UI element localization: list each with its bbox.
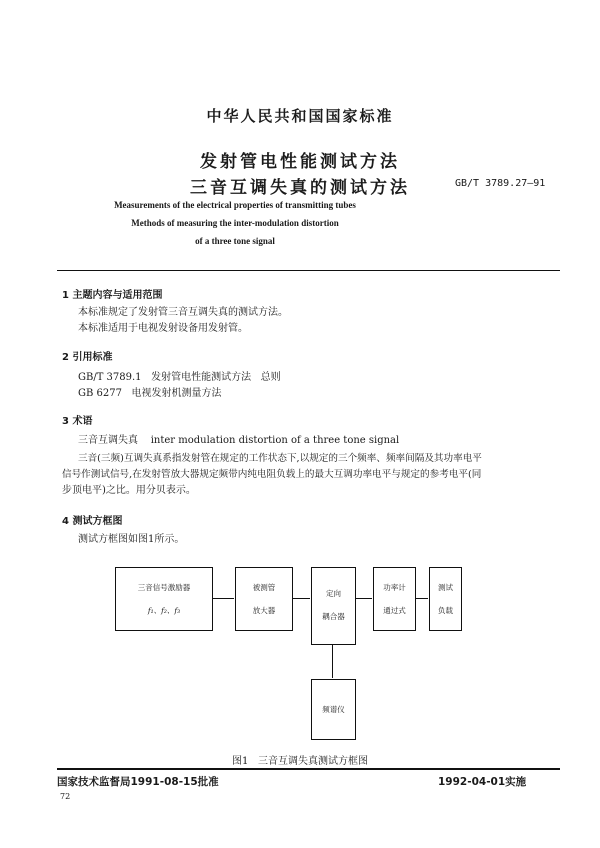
figure-caption: 图1 三音互调失真测试方框图 (232, 756, 368, 767)
national-standard-title: 中华人民共和国国家标准 (206, 107, 394, 125)
dut-label-line2: 放大器 (252, 606, 276, 615)
page-number: 72 (60, 792, 71, 801)
section-4-heading: 4 测试方框图 (62, 516, 123, 527)
directional-coupler-box (311, 567, 356, 645)
standard-code: GB/T 3789.27—91 (455, 178, 546, 189)
power-meter-box (373, 567, 416, 631)
coupler-label-line1: 定向 (326, 589, 341, 598)
connector-coupler-spectrum (332, 645, 333, 678)
section-1-paragraph-1: 本标准规定了发射管三音互调失真的测试方法。 (78, 307, 288, 318)
connector-coupler-power (356, 598, 372, 599)
english-title-line2: Methods of measuring the inter-modulation distortion (131, 218, 339, 228)
spectrum-label: 频谱仪 (322, 705, 345, 714)
power-label-line1: 功率计 (383, 583, 406, 592)
section-2-heading: 2 引用标准 (62, 352, 113, 363)
connector-power-load (416, 598, 428, 599)
section-3-definition-line3: 步顶电平)之比。用分贝表示。 (62, 485, 196, 496)
load-label-line2: 负载 (438, 606, 453, 615)
connector-gen-dut (213, 598, 234, 599)
connector-dut-coupler (293, 598, 310, 599)
section-2-reference-1: GB/T 3789.1 发射管电性能测试方法 总则 (78, 372, 281, 383)
spectrum-analyzer-box (311, 679, 356, 740)
test-load-box (429, 567, 462, 631)
approval-note: 国家技术监督局1991-08-15批准 (57, 776, 219, 788)
english-title-line1: Measurements of the electrical properties of transmitting tubes (114, 200, 356, 210)
generator-frequencies: f₁、f₂、f₃ (147, 606, 181, 615)
document-title-line1: 发射管电性能测试方法 (200, 152, 400, 172)
header-divider (57, 270, 560, 271)
section-3-term: 三音互调失真 inter modulation distortion of a three tone signal (78, 435, 400, 446)
english-title-line3: of a three tone signal (195, 236, 275, 246)
document-title-line2: 三音互调失真的测试方法 (190, 178, 410, 198)
coupler-label-line2: 耦合器 (322, 612, 345, 621)
load-label-line1: 测试 (438, 583, 453, 592)
section-1-heading: 1 主题内容与适用范围 (62, 290, 163, 301)
footer-divider (57, 768, 560, 770)
section-4-intro: 测试方框图如图1所示。 (78, 534, 185, 545)
dut-amplifier-box (235, 567, 293, 631)
section-1-paragraph-2: 本标准适用于电视发射设备用发射管。 (78, 323, 248, 334)
section-2-reference-2: GB 6277 电视发射机测量方法 (78, 388, 222, 399)
effective-date: 1992-04-01实施 (438, 776, 527, 788)
power-label-line2: 通过式 (383, 606, 406, 615)
section-3-definition-line2: 信号作测试信号,在发射管放大器规定频带内纯电阻负载上的最大互调功率电平与规定的参考电平(同 (62, 469, 482, 480)
three-tone-generator-box (115, 567, 213, 631)
dut-label-line1: 被测管 (252, 583, 276, 592)
section-3-heading: 3 术语 (62, 416, 93, 427)
section-3-definition-line1: 三音(三频)互调失真系指发射管在规定的工作状态下,以规定的三个频率、频率间隔及其功率电平 (78, 453, 482, 464)
generator-label: 三音信号激励器 (137, 583, 191, 592)
